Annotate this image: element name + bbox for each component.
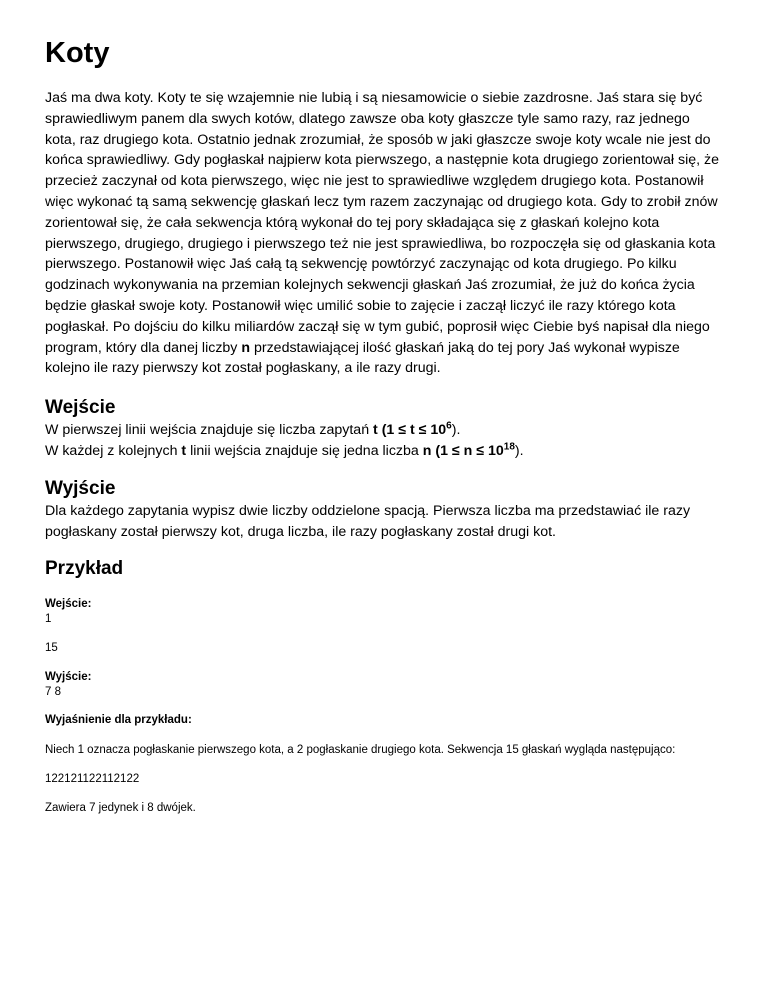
input-line2-exponent: 18	[503, 441, 515, 453]
input-line2-mid: linii wejścia znajduje się jedna liczba	[186, 442, 423, 459]
input-heading: Wejście	[45, 397, 116, 419]
example-output-value: 7 8	[45, 686, 61, 699]
example-sequence: 122121122112122	[45, 773, 140, 786]
input-line1-suffix: ).	[451, 422, 461, 439]
example-input-line1: 1	[45, 613, 52, 626]
example-output-label	[45, 670, 724, 685]
output-description: Dla każdego zapytania wypisz dwie liczby oddzielone spacją. Pierwsza liczba ma przedstawiać ile razy pogłaskany został pierwszy kot, druga liczba, ile razy pogłaskany został drugi kot.	[45, 502, 691, 540]
example-output-label-text: Wyjście:	[45, 671, 92, 684]
input-line-numbers	[45, 441, 724, 462]
input-line1-exponent: 6	[446, 420, 452, 432]
example-input-label-text: Wejście:	[45, 598, 92, 611]
input-line2-t: t	[181, 442, 187, 459]
input-line1-bold: t (1 ≤ t ≤ 10	[373, 422, 447, 439]
input-line1-constraint	[373, 422, 452, 438]
output-heading: Wyjście	[45, 477, 116, 499]
input-line2-constraint	[423, 443, 515, 459]
example-explanation-label-text: Wyjaśnienie dla przykładu:	[45, 714, 192, 727]
problem-statement	[45, 88, 724, 379]
input-line2-bold: n (1 ≤ n ≤ 10	[422, 442, 504, 459]
input-line-queries	[45, 420, 724, 441]
statement-text: Jaś ma dwa koty. Koty te się wzajemnie nie lubią i są niesamowicie o siebie zazdrosne. Jaś stara się być sprawiedliwym panem dla swych kotów, dlatego zawsze oba koty głaszcze tyle samo razy, raz jednego kota, raz drugiego kota. Ostatnio jednak zrozumiał, że sposób w jaki głaszcze swoje koty wcale nie jest do końca sprawiedliwy. Gdy pogłaskał najpierw kota pierwszego, a następnie kota drugiego zorientował się, że przecież zaczynał od kota pierwszego, więc nie jest to sprawiedliwe względem drugiego kota. Postanowił więc wykonać tą samą sekwencję głaskań lecz tym razem zaczynając od drugiego kota. Gdy to zrobił znów zorientował się, że cała sekwencja którą wykonał do tej pory składająca się z głaskań kolejno kota pierwszego, drugiego, drugiego i pierwszego też nie jest sprawiedliwa, bo rozpoczęła się od głaskania kota pierwszego. Postanowił więc Jaś całą tą sekwencję powtórzyć zaczynając od kota drugiego. Po kilku godzinach wykonywania na przemian kolejnych sekwencji głaskań Jaś zrozumiał, że już do końca życia będzie głaskał swoje koty. Postanowił więc umilić sobie to zajęcie i zaczął liczyć ile razy którego kota pogłaskał. Po dojściu do kilku miliardów zaczął się w tym gubić, poprosił więc Ciebie byś napisał dla niego program, który dla danej liczby	[45, 90, 720, 356]
example-input-label	[45, 597, 724, 612]
page-title: Koty	[45, 37, 110, 69]
input-line1-text: W pierwszej linii wejścia znajduje się liczba zapytań	[45, 422, 374, 439]
example-explanation-label	[45, 713, 724, 728]
input-line2-text: W każdej z kolejnych	[45, 442, 182, 459]
example-input-line2: 15	[45, 642, 58, 655]
example-count-text: Zawiera 7 jedynek i 8 dwójek.	[45, 802, 196, 815]
example-heading: Przykład	[45, 558, 124, 580]
input-line2-suffix: ).	[514, 442, 524, 459]
statement-text-tail: przedstawiającej ilość głaskań jaką do tej pory Jaś wykonał wypisze kolejno ile razy pierwszy kot został pogłaskany, a ile razy drugi.	[45, 339, 680, 377]
example-explanation-text: Niech 1 oznacza pogłaskanie pierwszego kota, a 2 pogłaskanie drugiego kota. Sekwencja 15 głaskań wygląda następująco:	[45, 744, 676, 757]
statement-n-variable: n	[241, 339, 251, 356]
